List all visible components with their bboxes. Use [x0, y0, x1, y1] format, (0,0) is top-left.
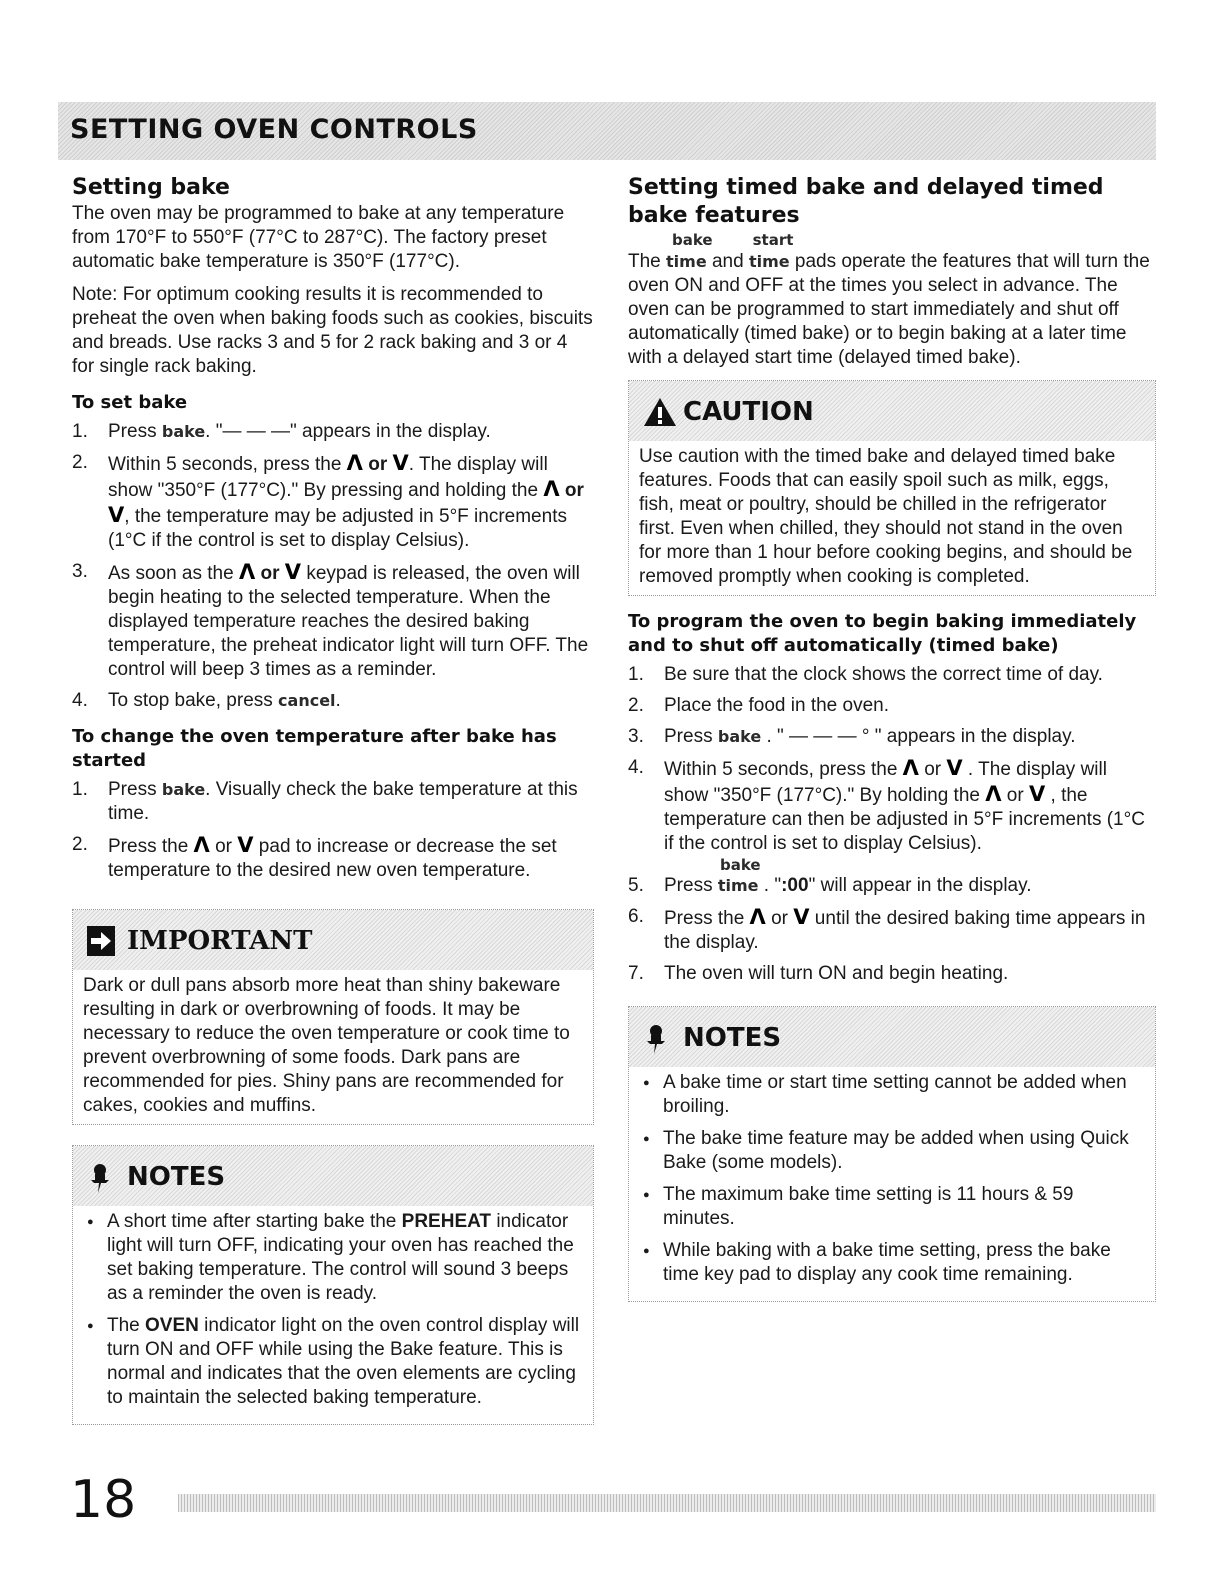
down-arrow-icon: V — [793, 905, 810, 929]
pushpin-icon — [87, 1162, 113, 1201]
bake-key-label: bake — [161, 780, 206, 799]
notes-box-left — [72, 1145, 594, 1425]
setting-bake-heading: Setting bake — [72, 175, 230, 200]
caution-text: Use caution with the timed bake and delayed timed bake features. Foods that can easily spoil such as milk, eggs, fish, meat or poultry, should be chilled in the refrigerator first. Even when chilled, they should not stand in the oven for more than 1 hour before cooking begins, and should be removed promptly when cooking is completed. — [639, 446, 1133, 587]
list-item: ● A short time after starting bake the PREHEAT indicator light will turn OFF, indicating your oven has reached the set baking temperature. The control will sound 3 beeps as a reminder the oven is ready. — [83, 1210, 583, 1306]
up-arrow-icon: Λ — [749, 905, 766, 929]
notes-box-right — [628, 1006, 1156, 1302]
list-item: 4. To stop bake, press cancel. — [72, 690, 341, 711]
bake-key-label: bake — [161, 422, 206, 441]
timed-bake-heading: Setting timed bake and delayed timed bake features — [628, 175, 1104, 228]
program-steps-cont — [628, 874, 1156, 986]
list-item: 6. Press the Λ or V until the desired baking time appears in the display. — [628, 905, 1146, 953]
warning-icon — [643, 397, 677, 434]
arrow-right-icon — [87, 926, 115, 963]
down-arrow-icon: V — [108, 503, 125, 527]
caution-title: CAUTION — [683, 397, 814, 427]
list-item: ● The OVEN indicator light on the oven control display will turn ON and OFF while using the Bake feature. This is normal and indicates that the oven elements are cycling to maintain the selected baking temperature. — [83, 1314, 583, 1410]
page-number: 18 — [70, 1470, 137, 1530]
list-item: 4. Within 5 seconds, press the Λ or V . The display will show "350°F (177°C)." By holding the Λ or V , the temperature can then be adjusted in 5°F increments (1°C if the control is set to display Celsius). — [628, 756, 1145, 854]
section-banner-title: SETTING OVEN CONTROLS — [70, 114, 478, 145]
down-arrow-icon: V — [1028, 782, 1046, 806]
timed-bake-intro: The time and time pads operate the features that will turn the oven ON and OFF at the times you select in advance. The oven can be programmed to start immediately and shut off automatically (timed bake) or to begin baking at a later time with a delayed start time (delayed timed bake). — [628, 251, 1150, 368]
program-heading: To program the oven to begin baking immediately and to shut off automatically (timed bake) — [628, 611, 1137, 656]
list-item: 2. Press the Λ or V pad to increase or decrease the set temperature to the desired new oven temperature. — [72, 833, 557, 881]
list-item: 3. As soon as the Λ or V keypad is released, the oven will begin heating to the selected temperature. When the displayed temperature reaches the desired baking temperature, the preheat indicator light will turn OFF. The control will beep 3 times as a reminder. — [72, 560, 589, 680]
up-arrow-icon: Λ — [346, 451, 363, 475]
setting-bake-intro: The oven may be programmed to bake at any temperature from 170°F to 550°F (77°C to 287°C). The factory preset automatic bake temperature is 350°F (177°C). — [72, 203, 565, 272]
up-arrow-icon: Λ — [902, 756, 919, 780]
list-item: 5. Press time . ":00" will appear in the display. — [628, 875, 1032, 896]
up-arrow-icon: Λ — [193, 833, 210, 857]
to-set-bake-heading: To set bake — [72, 392, 188, 413]
list-item: ● The bake time feature may be added when using Quick Bake (some models). — [639, 1127, 1145, 1175]
bake-key-label: bake — [717, 727, 762, 746]
important-text: Dark or dull pans absorb more heat than shiny bakeware resulting in dark or overbrowning of foods. It may be necessary to reduce the oven temperature or cook time to prevent overbrowning of some foods. Dark pans are recommended for pies. Shiny pans are recommended for cakes, cookies and muffins. — [83, 975, 570, 1116]
list-item: ● A bake time or start time setting cannot be added when broiling. — [639, 1071, 1145, 1119]
list-item: 1. Press bake. "— — —" appears in the display. — [72, 421, 491, 442]
to-set-bake-steps — [72, 420, 594, 713]
list-item: ● While baking with a bake time setting, press the bake time key pad to display any cook time remaining. — [639, 1239, 1145, 1287]
list-item: 2. Place the food in the oven. — [628, 695, 889, 716]
time-key-label: time — [666, 252, 707, 271]
change-temp-heading: To change the oven temperature after bake has started — [72, 726, 557, 771]
notes-title-right: NOTES — [683, 1023, 782, 1053]
change-temp-steps — [72, 778, 594, 883]
down-arrow-icon: V — [946, 756, 963, 780]
right-column — [628, 174, 1156, 1316]
notes-title-left: NOTES — [127, 1162, 226, 1192]
list-item: 7. The oven will turn ON and begin heating. — [628, 963, 1009, 984]
list-item: 1. Be sure that the clock shows the correct time of day. — [628, 664, 1103, 685]
left-column — [72, 174, 594, 1439]
up-arrow-icon: Λ — [543, 477, 560, 501]
time-key-label: time — [717, 876, 759, 895]
list-item: ● The maximum bake time setting is 11 hours & 59 minutes. — [639, 1183, 1145, 1231]
up-arrow-icon: Λ — [985, 782, 1002, 806]
important-title: IMPORTANT — [127, 926, 313, 956]
down-arrow-icon: V — [237, 833, 254, 857]
pushpin-icon — [643, 1023, 669, 1062]
down-arrow-icon: V — [392, 451, 409, 475]
footer-rule — [178, 1494, 1156, 1512]
time-key-label: time — [748, 252, 790, 271]
caution-box — [628, 380, 1156, 596]
list-item: 3. Press bake . " — — — ° " appears in the display. — [628, 726, 1076, 747]
up-arrow-icon: Λ — [238, 560, 256, 584]
important-box — [72, 909, 594, 1125]
down-arrow-icon: V — [284, 560, 302, 584]
program-steps — [628, 663, 1156, 856]
bake-key-label: bake — [720, 856, 761, 874]
bake-key-label: bake — [672, 231, 713, 249]
section-banner — [58, 102, 1156, 160]
list-item: 2. Within 5 seconds, press the Λ or V. The display will show "350°F (177°C)." By pressing and holding the Λ or V, the temperature may be adjusted in 5°F increments (1°C if the control is set to display Celsius). — [72, 451, 584, 551]
start-key-label: start — [752, 231, 794, 249]
cancel-key-label: cancel — [278, 691, 336, 710]
setting-bake-note: Note: For optimum cooking results it is recommended to preheat the oven when baking foods such as cookies, biscuits and breads. Use racks 3 and 5 for 2 rack baking and 3 or 4 for single rack baking. — [72, 284, 593, 377]
list-item: 1. Press bake. Visually check the bake temperature at this time. — [72, 779, 578, 824]
